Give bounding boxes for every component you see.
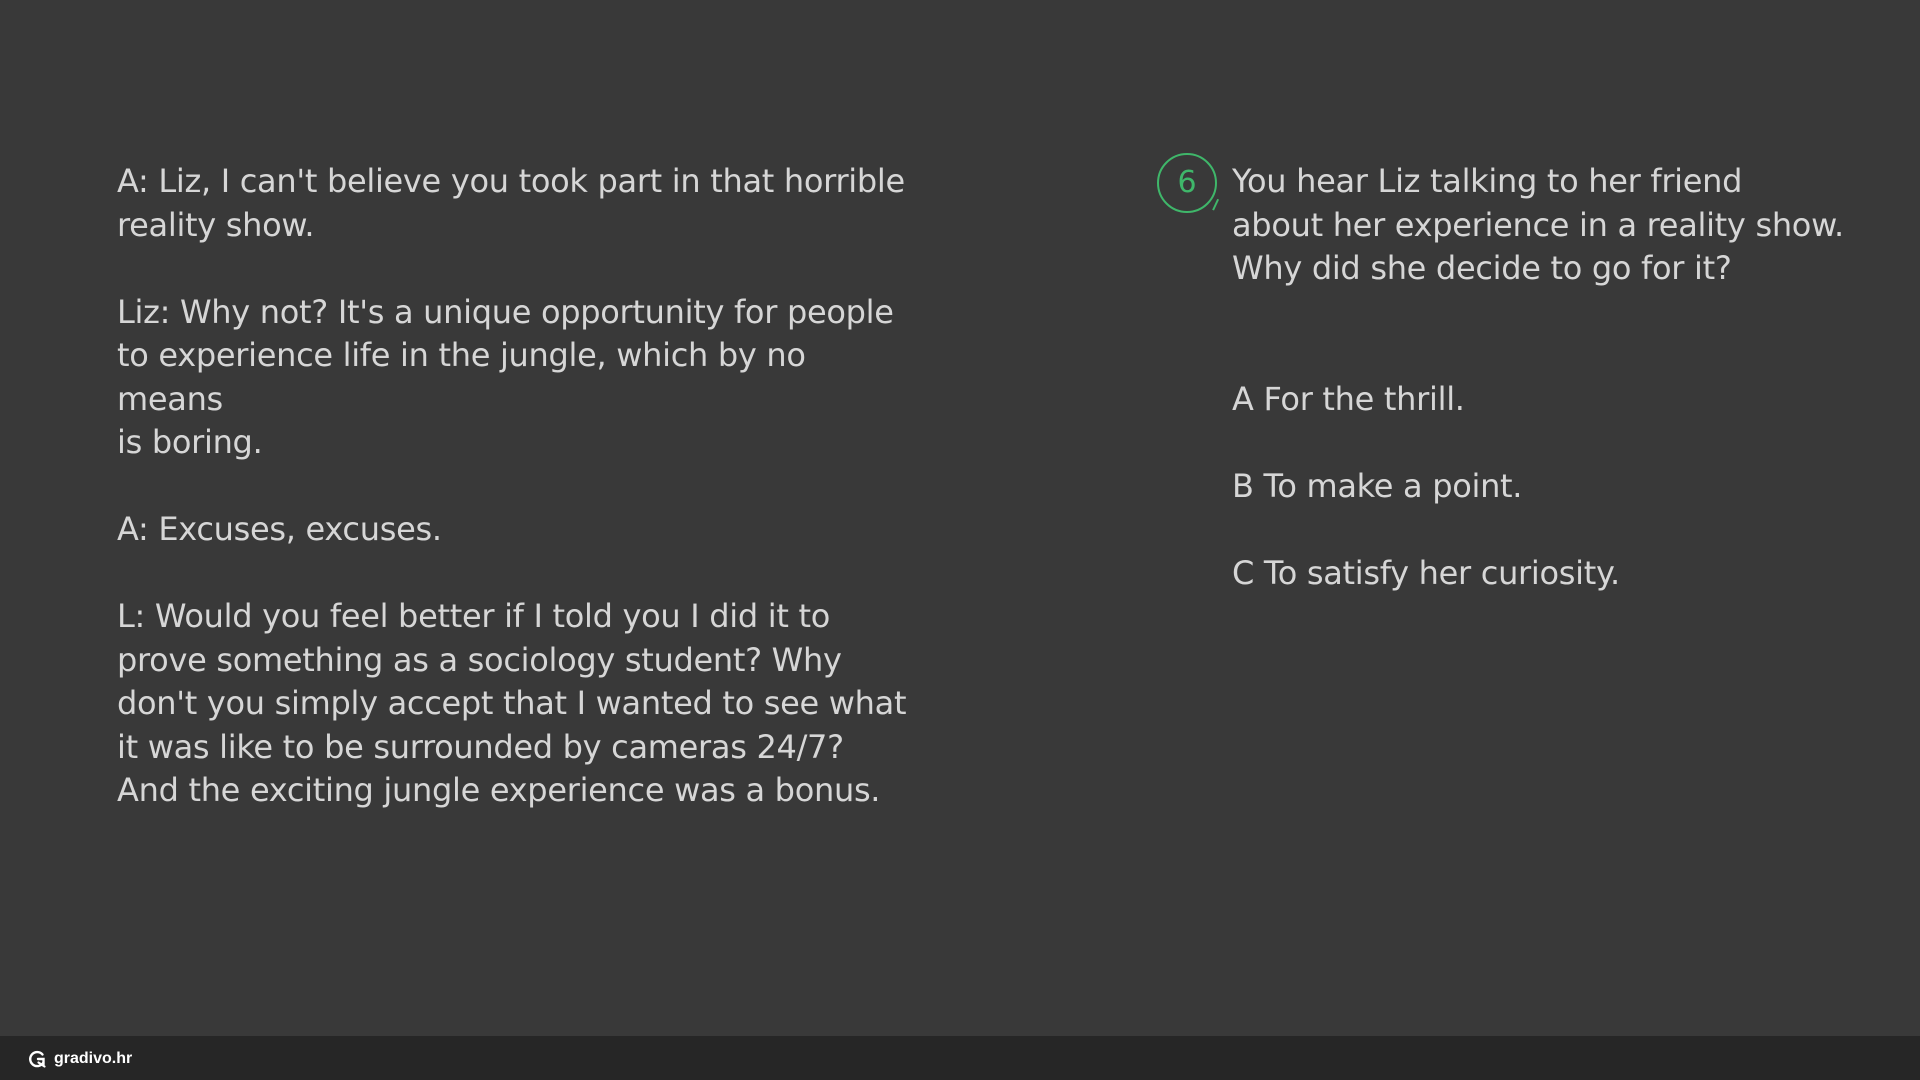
dialogue-line: Liz: Why not? It's a unique opportunity for people to experience life in the jungle, which by no means is boring. xyxy=(117,292,894,461)
dialogue-line: A: Liz, I can't believe you took part in that horrible reality show. xyxy=(117,162,905,244)
gradivo-logo-icon xyxy=(28,1049,48,1069)
footer-bar xyxy=(0,1036,1920,1080)
answer-option-a[interactable]: A For the thrill. xyxy=(1232,380,1465,418)
dialogue-text xyxy=(117,160,907,856)
answer-options xyxy=(1232,378,1852,639)
brand-name: gradivo.hr xyxy=(54,1050,133,1067)
circle-tail-icon xyxy=(1205,195,1219,210)
answer-option-c[interactable]: C To satisfy her curiosity. xyxy=(1232,554,1620,592)
answer-option-b[interactable]: B To make a point. xyxy=(1232,467,1523,505)
question-text: You hear Liz talking to her friend about her experience in a reality show. Why did she decide to go for it? xyxy=(1232,162,1844,287)
question-number-badge xyxy=(1157,153,1217,213)
brand-link[interactable] xyxy=(28,1048,132,1070)
dialogue-line: A: Excuses, excuses. xyxy=(117,510,442,548)
question-number: 6 xyxy=(1177,165,1197,200)
dialogue-line: L: Would you feel better if I told you I did it to prove something as a sociology student? Why don't you simply accept that I wanted to see what it was like to be surrounded by cameras 24/7? And the exciting jungle experience was a bonus. xyxy=(117,597,907,809)
